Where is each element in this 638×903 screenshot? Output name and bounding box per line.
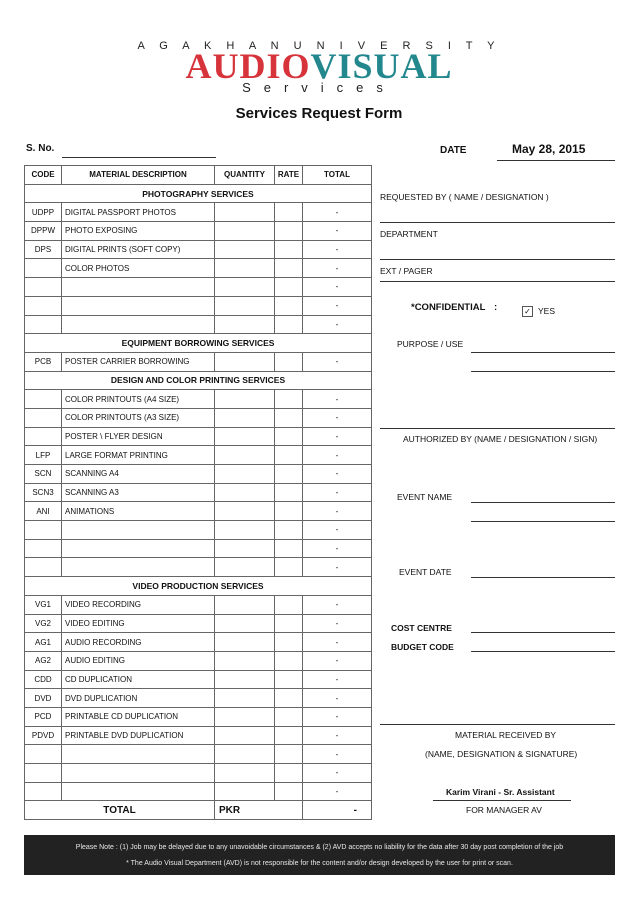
row-code: [25, 764, 62, 783]
row-description: CD DUPLICATION: [62, 670, 215, 689]
purpose-field-1[interactable]: [471, 352, 615, 353]
event-name-field-2[interactable]: [471, 521, 615, 522]
row-quantity-input[interactable]: [215, 446, 275, 465]
purpose-label: PURPOSE / USE: [397, 339, 464, 349]
row-rate-input[interactable]: [275, 278, 303, 297]
budget-code-field[interactable]: [471, 651, 615, 652]
row-description: SCANNING A3: [62, 483, 215, 502]
row-description: POSTER \ FLYER DESIGN: [62, 427, 215, 446]
section-header-row: [25, 577, 372, 596]
row-code: AG1: [25, 633, 62, 652]
table-row: [25, 203, 372, 222]
row-quantity-input[interactable]: [215, 427, 275, 446]
logo-visual: VISUAL: [310, 46, 453, 86]
row-rate-input[interactable]: [275, 539, 303, 558]
for-manager-label: FOR MANAGER AV: [466, 805, 542, 815]
authorized-by-field[interactable]: [380, 428, 615, 429]
row-quantity-input[interactable]: [215, 651, 275, 670]
table-row: [25, 408, 372, 427]
grand-total: -: [303, 801, 372, 820]
row-quantity-input[interactable]: [215, 222, 275, 241]
row-description: DVD DUPLICATION: [62, 689, 215, 708]
row-code: ANI: [25, 502, 62, 521]
table-row: [25, 521, 372, 540]
row-total: -: [303, 707, 372, 726]
row-code: [25, 315, 62, 334]
section-title: PHOTOGRAPHY SERVICES: [25, 184, 372, 203]
row-quantity-input[interactable]: [215, 259, 275, 278]
row-total: -: [303, 446, 372, 465]
row-quantity-input[interactable]: [215, 483, 275, 502]
row-rate-input[interactable]: [275, 764, 303, 783]
table-row: [25, 764, 372, 783]
row-total: -: [303, 203, 372, 222]
row-description: POSTER CARRIER BORROWING: [62, 352, 215, 371]
authorized-by-label: AUTHORIZED BY (NAME / DESIGNATION / SIGN): [403, 434, 598, 444]
row-code: PDVD: [25, 726, 62, 745]
row-rate-input[interactable]: [275, 651, 303, 670]
row-description: [62, 278, 215, 297]
row-quantity-input[interactable]: [215, 633, 275, 652]
table-row: [25, 465, 372, 484]
row-quantity-input[interactable]: [215, 296, 275, 315]
row-rate-input[interactable]: [275, 390, 303, 409]
table-row: [25, 689, 372, 708]
row-total: -: [303, 670, 372, 689]
row-code: UDPP: [25, 203, 62, 222]
row-rate-input[interactable]: [275, 726, 303, 745]
table-header-row: [25, 166, 372, 185]
row-total: -: [303, 614, 372, 633]
row-code: PCB: [25, 352, 62, 371]
row-description: PHOTO EXPOSING: [62, 222, 215, 241]
confidential-yes-label: YES: [538, 306, 556, 316]
row-total: -: [303, 633, 372, 652]
row-code: [25, 745, 62, 764]
row-code: LFP: [25, 446, 62, 465]
event-date-field[interactable]: [471, 577, 615, 578]
table-row: [25, 483, 372, 502]
row-total: -: [303, 689, 372, 708]
event-name-field-1[interactable]: [471, 502, 615, 503]
table-row: [25, 782, 372, 801]
row-quantity-input[interactable]: [215, 689, 275, 708]
footer-note-2: * The Audio Visual Department (AVD) is not responsible for the content and/or design developed by the user for print or scan.: [126, 860, 513, 867]
row-rate-input[interactable]: [275, 707, 303, 726]
logo-university-text: A G A K H A N U N I V E R S I T Y: [137, 40, 501, 52]
table-row: [25, 315, 372, 334]
row-rate-input[interactable]: [275, 465, 303, 484]
row-code: [25, 296, 62, 315]
row-total: -: [303, 595, 372, 614]
total-row: [25, 801, 372, 820]
row-code: [25, 521, 62, 540]
row-rate-input[interactable]: [275, 259, 303, 278]
material-divider: [380, 724, 615, 725]
services-table: [24, 165, 372, 820]
row-description: COLOR PRINTOUTS (A4 SIZE): [62, 390, 215, 409]
budget-code-label: BUDGET CODE: [391, 642, 454, 652]
row-quantity-input[interactable]: [215, 390, 275, 409]
table-row: [25, 745, 372, 764]
row-rate-input[interactable]: [275, 689, 303, 708]
row-rate-input[interactable]: [275, 745, 303, 764]
table-row: [25, 240, 372, 259]
row-total: -: [303, 315, 372, 334]
row-quantity-input[interactable]: [215, 539, 275, 558]
row-total: -: [303, 558, 372, 577]
logo-audio: AUDIO: [185, 46, 311, 86]
row-quantity-input[interactable]: [215, 315, 275, 334]
row-description: PRINTABLE CD DUPLICATION: [62, 707, 215, 726]
row-quantity-input[interactable]: [215, 595, 275, 614]
row-code: DVD: [25, 689, 62, 708]
row-description: [62, 782, 215, 801]
row-rate-input[interactable]: [275, 446, 303, 465]
row-rate-input[interactable]: [275, 352, 303, 371]
total-currency: PKR: [215, 801, 303, 820]
row-quantity-input[interactable]: [215, 707, 275, 726]
row-quantity-input[interactable]: [215, 558, 275, 577]
row-quantity-input[interactable]: [215, 352, 275, 371]
table-row: [25, 259, 372, 278]
table-row: [25, 670, 372, 689]
row-rate-input[interactable]: [275, 670, 303, 689]
row-code: PCD: [25, 707, 62, 726]
total-label: TOTAL: [25, 801, 215, 820]
table-row: [25, 595, 372, 614]
row-rate-input[interactable]: [275, 222, 303, 241]
section-title: DESIGN AND COLOR PRINTING SERVICES: [25, 371, 372, 390]
row-description: SCANNING A4: [62, 465, 215, 484]
table-row: [25, 633, 372, 652]
row-total: -: [303, 764, 372, 783]
serial-number-label: S. No.: [26, 143, 55, 154]
row-description: [62, 764, 215, 783]
footer-note-1: Please Note : (1) Job may be delayed due to any unavoidable circumstances & (2) AVD accepts no liability for the data after 30 day post completion of the job: [75, 844, 564, 851]
row-rate-input[interactable]: [275, 408, 303, 427]
row-total: -: [303, 465, 372, 484]
row-code: CDD: [25, 670, 62, 689]
section-header-row: [25, 334, 372, 353]
row-code: DPS: [25, 240, 62, 259]
row-rate-input[interactable]: [275, 203, 303, 222]
purpose-field-2[interactable]: [471, 371, 615, 372]
row-total: -: [303, 502, 372, 521]
row-rate-input[interactable]: [275, 614, 303, 633]
row-rate-input[interactable]: [275, 521, 303, 540]
row-total: -: [303, 651, 372, 670]
cost-centre-label: COST CENTRE: [391, 623, 452, 633]
col-header-description: MATERIAL DESCRIPTION: [62, 166, 215, 185]
department-label: DEPARTMENT: [380, 229, 438, 239]
row-total: -: [303, 745, 372, 764]
serial-number-field[interactable]: [62, 157, 216, 158]
signature-line: [433, 800, 571, 801]
row-description: DIGITAL PRINTS (SOFT COPY): [62, 240, 215, 259]
row-quantity-input[interactable]: [215, 764, 275, 783]
row-rate-input[interactable]: [275, 595, 303, 614]
row-code: [25, 278, 62, 297]
row-total: -: [303, 539, 372, 558]
section-title: VIDEO PRODUCTION SERVICES: [25, 577, 372, 596]
table-row: [25, 296, 372, 315]
section-title: EQUIPMENT BORROWING SERVICES: [25, 334, 372, 353]
row-quantity-input[interactable]: [215, 240, 275, 259]
row-description: COLOR PRINTOUTS (A3 SIZE): [62, 408, 215, 427]
row-description: [62, 539, 215, 558]
row-rate-input[interactable]: [275, 296, 303, 315]
row-total: -: [303, 240, 372, 259]
row-code: [25, 558, 62, 577]
row-total: -: [303, 222, 372, 241]
section-header-row: [25, 184, 372, 203]
row-quantity-input[interactable]: [215, 726, 275, 745]
row-code: [25, 408, 62, 427]
row-code: VG2: [25, 614, 62, 633]
row-code: [25, 539, 62, 558]
row-code: [25, 782, 62, 801]
table-row: [25, 614, 372, 633]
row-total: -: [303, 782, 372, 801]
row-quantity-input[interactable]: [215, 203, 275, 222]
row-description: [62, 521, 215, 540]
row-quantity-input[interactable]: [215, 278, 275, 297]
row-code: SCN3: [25, 483, 62, 502]
table-row: [25, 651, 372, 670]
row-description: VIDEO EDITING: [62, 614, 215, 633]
col-header-quantity: QUANTITY: [215, 166, 275, 185]
logo-services: Services: [242, 80, 396, 95]
row-description: [62, 745, 215, 764]
table-row: [25, 278, 372, 297]
row-quantity-input[interactable]: [215, 670, 275, 689]
signer-name: Karim Virani - Sr. Assistant: [446, 787, 555, 797]
date-underline: [497, 160, 615, 161]
confidential-label: *CONFIDENTIAL: [411, 302, 486, 313]
row-total: -: [303, 521, 372, 540]
col-header-rate: RATE: [275, 166, 303, 185]
confidential-colon: :: [494, 302, 498, 313]
row-quantity-input[interactable]: [215, 502, 275, 521]
row-total: -: [303, 259, 372, 278]
row-total: -: [303, 726, 372, 745]
table-row: [25, 707, 372, 726]
ext-pager-field[interactable]: [380, 281, 615, 282]
row-quantity-input[interactable]: [215, 782, 275, 801]
row-rate-input[interactable]: [275, 427, 303, 446]
row-total: -: [303, 390, 372, 409]
row-total: -: [303, 483, 372, 502]
material-received-label: MATERIAL RECEIVED BY: [455, 730, 557, 740]
date-label: DATE: [440, 145, 467, 156]
row-code: VG1: [25, 595, 62, 614]
confidential-yes-checkbox[interactable]: ✓: [522, 306, 533, 317]
table-row: [25, 390, 372, 409]
material-received-sub: (NAME, DESIGNATION & SIGNATURE): [425, 749, 578, 759]
row-rate-input[interactable]: [275, 558, 303, 577]
table-row: [25, 502, 372, 521]
row-code: AG2: [25, 651, 62, 670]
footer-notes: [24, 835, 615, 875]
row-description: [62, 296, 215, 315]
row-code: [25, 427, 62, 446]
row-description: AUDIO RECORDING: [62, 633, 215, 652]
row-total: -: [303, 427, 372, 446]
table-row: [25, 222, 372, 241]
row-description: PRINTABLE DVD DUPLICATION: [62, 726, 215, 745]
event-name-label: EVENT NAME: [397, 492, 453, 502]
row-description: COLOR PHOTOS: [62, 259, 215, 278]
row-total: -: [303, 408, 372, 427]
table-row: [25, 558, 372, 577]
row-rate-input[interactable]: [275, 240, 303, 259]
row-rate-input[interactable]: [275, 483, 303, 502]
row-description: ANIMATIONS: [62, 502, 215, 521]
row-description: [62, 558, 215, 577]
row-code: DPPW: [25, 222, 62, 241]
row-quantity-input[interactable]: [215, 614, 275, 633]
row-description: AUDIO EDITING: [62, 651, 215, 670]
form-title: Services Request Form: [235, 105, 403, 122]
section-header-row: [25, 371, 372, 390]
date-value[interactable]: May 28, 2015: [512, 142, 586, 156]
row-total: -: [303, 278, 372, 297]
cost-centre-field[interactable]: [471, 632, 615, 633]
table-row: [25, 539, 372, 558]
row-description: VIDEO RECORDING: [62, 595, 215, 614]
row-quantity-input[interactable]: [215, 465, 275, 484]
table-row: [25, 446, 372, 465]
row-code: [25, 259, 62, 278]
row-quantity-input[interactable]: [215, 745, 275, 764]
row-quantity-input[interactable]: [215, 521, 275, 540]
row-code: [25, 390, 62, 409]
table-row: [25, 427, 372, 446]
row-description: LARGE FORMAT PRINTING: [62, 446, 215, 465]
row-total: -: [303, 296, 372, 315]
department-field[interactable]: [380, 259, 615, 260]
requested-by-field[interactable]: [380, 222, 615, 223]
row-rate-input[interactable]: [275, 502, 303, 521]
ext-pager-label: EXT / PAGER: [380, 266, 433, 276]
col-header-total: TOTAL: [303, 166, 372, 185]
requested-by-label: REQUESTED BY ( NAME / DESIGNATION ): [380, 192, 549, 202]
row-total: -: [303, 352, 372, 371]
row-description: DIGITAL PASSPORT PHOTOS: [62, 203, 215, 222]
row-description: [62, 315, 215, 334]
table-row: [25, 726, 372, 745]
col-header-code: CODE: [25, 166, 62, 185]
row-code: SCN: [25, 465, 62, 484]
row-rate-input[interactable]: [275, 633, 303, 652]
row-rate-input[interactable]: [275, 782, 303, 801]
table-row: [25, 352, 372, 371]
row-rate-input[interactable]: [275, 315, 303, 334]
row-quantity-input[interactable]: [215, 408, 275, 427]
event-date-label: EVENT DATE: [399, 567, 452, 577]
